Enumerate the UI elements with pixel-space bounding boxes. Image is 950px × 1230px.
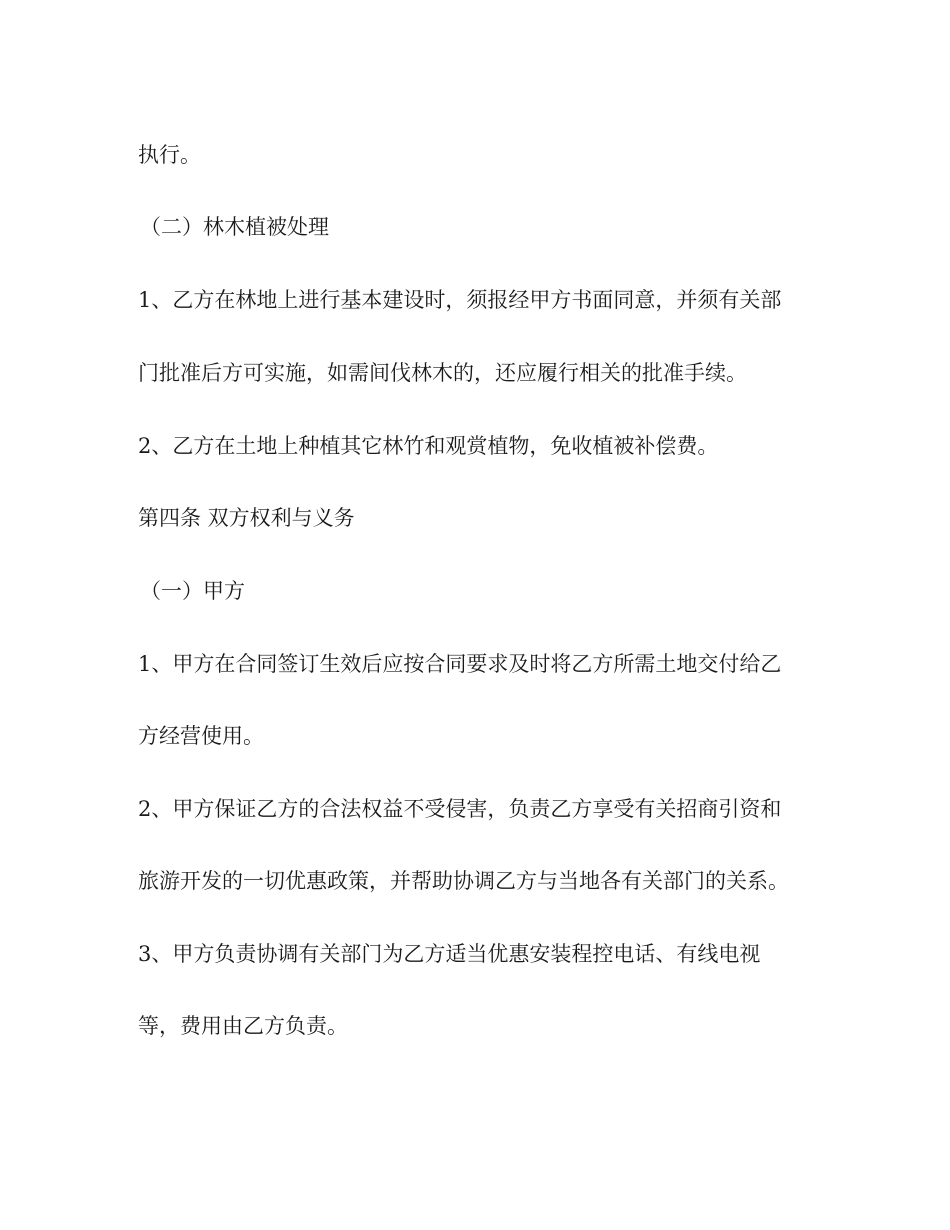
section-heading: （二）林木植被处理 xyxy=(140,215,329,239)
paragraph-line: 门批准后方可实施，如需间伐林木的，还应履行相关的批准手续。 xyxy=(138,361,747,385)
paragraph-line: 1、甲方在合同签订生效后应按合同要求及时将乙方所需土地交付给乙 xyxy=(138,652,782,676)
section-heading: （一）甲方 xyxy=(140,579,245,603)
paragraph-line: 方经营使用。 xyxy=(138,724,264,748)
paragraph-line: 执行。 xyxy=(138,143,201,167)
paragraph-line: 等，费用由乙方负责。 xyxy=(138,1014,348,1038)
paragraph-line: 3、甲方负责协调有关部门为乙方适当优惠安装程控电话、有线电视 xyxy=(138,942,761,966)
paragraph-line: 1、乙方在林地上进行基本建设时，须报经甲方书面同意，并须有关部 xyxy=(138,288,782,312)
paragraph-line: 旅游开发的一切优惠政策，并帮助协调乙方与当地各有关部门的关系。 xyxy=(138,869,789,893)
paragraph-line: 2、乙方在土地上种植其它林竹和观赏植物，免收植被补偿费。 xyxy=(138,434,719,458)
paragraph-line: 2、甲方保证乙方的合法权益不受侵害，负责乙方享受有关招商引资和 xyxy=(138,797,782,821)
article-heading: 第四条 双方权利与义务 xyxy=(138,506,355,530)
